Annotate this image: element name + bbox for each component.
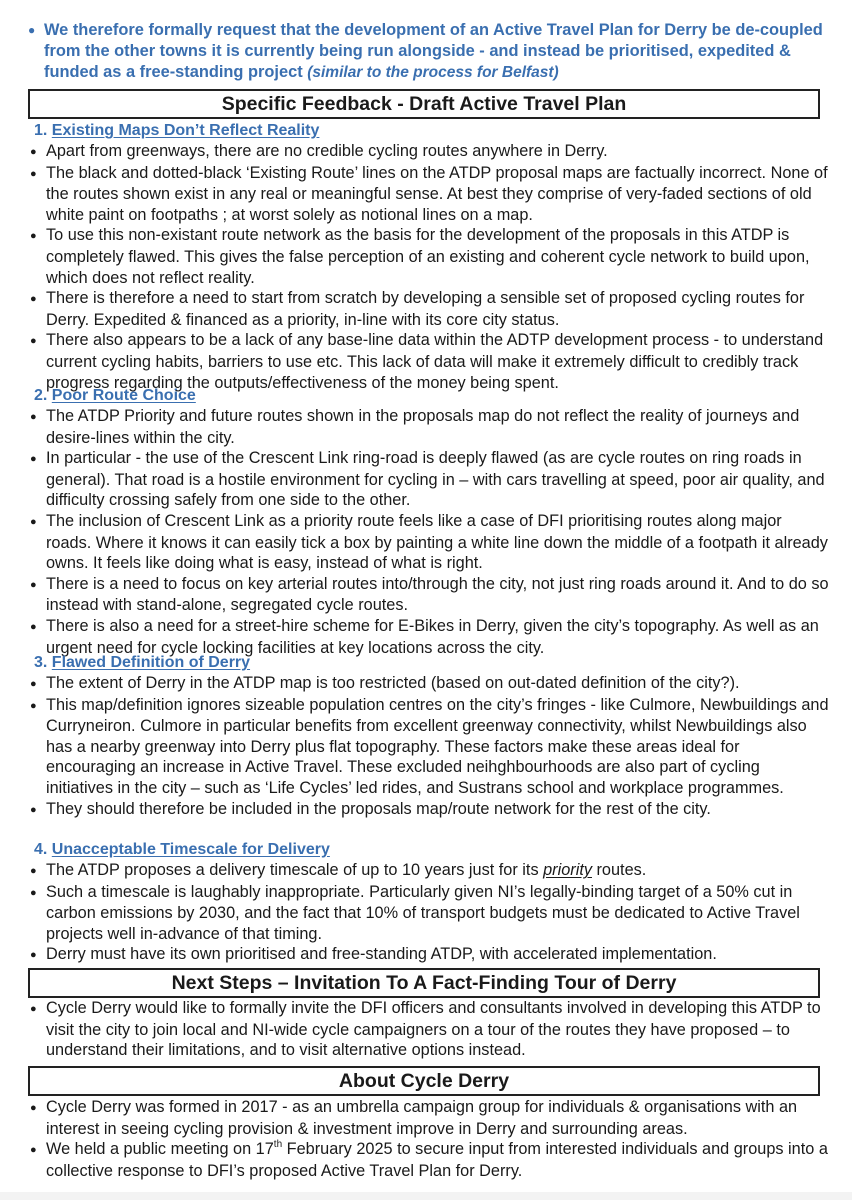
next-steps-header: Next Steps – Invitation To A Fact-Finding Tour of Derry — [28, 968, 820, 998]
about-header: About Cycle Derry — [28, 1066, 820, 1096]
section-1-number: 1. — [34, 122, 48, 139]
section-4-title — [34, 840, 330, 860]
list-item — [30, 1139, 830, 1181]
section-1-list — [30, 141, 830, 393]
section-2-number: 2. — [34, 387, 48, 404]
list-item — [30, 860, 830, 882]
list-item: ● Apart from greenways, there are no credible cycling routes anywhere in Derry. — [30, 141, 830, 163]
intro-italic-note: (similar to the process for Belfast) — [307, 64, 559, 81]
list-item: ● The black and dotted-black ‘Existing Route’ lines on the ATDP proposal maps are factually incorrect. None of the routes shown exist in any real or meaningful sense. At best they comprise of very-faded sections of old white paint on footpaths ; at worst solely as notional lines on a map. — [30, 163, 830, 226]
priority-emphasis: priority — [543, 861, 592, 879]
section-2-list — [30, 406, 830, 658]
intro-request — [28, 20, 828, 83]
list-item: ● There is a need to focus on key arterial routes into/through the city, not just ring roads around it. And to do so instead with stand-alone, segregated cycle routes. — [30, 574, 830, 616]
meeting-text-start: We held a public meeting on 17 — [46, 1140, 274, 1159]
list-item: ● The inclusion of Crescent Link as a priority route feels like a case of DFI prioritising routes along major roads. Where it knows it can easily tick a box by painting a white line down the middle of a footpath it already owns. It feels like doing what is easy, instead of what is right. — [30, 511, 830, 574]
list-item: ● There also appears to be a lack of any base-line data within the ADTP development process - to understand current cycling habits, barriers to use etc. This lack of data will make it extremely difficult to credibly track progress regarding the outputs/effectiveness of the money being spent. — [30, 330, 830, 393]
list-item: ● The extent of Derry in the ATDP map is too restricted (based on out-dated definition of the city?). — [30, 673, 830, 695]
list-item: ● Derry must have its own prioritised and free-standing ATDP, with accelerated implementation. — [30, 944, 830, 966]
list-item: ● There is therefore a need to start from scratch by developing a sensible set of proposed cycling routes for Derry. Expedited & financed as a priority, in-line with its core city status. — [30, 288, 830, 330]
intro-text: We therefore formally request that the development of an Active Travel Plan for Derry be de-coupled from the other towns it is currently being run alongside - and instead be prioritised, expedited & funded as a free-standing project — [44, 21, 823, 81]
list-item: ● They should therefore be included in the proposals map/route network for the rest of the city. — [30, 799, 830, 821]
section-3-number: 3. — [34, 654, 48, 671]
intro-bullet — [28, 20, 828, 83]
timescale-text-end: routes. — [591, 861, 647, 879]
page-bottom-strip — [0, 1192, 852, 1200]
meeting-text-end: February 2025 to secure input from interested individuals and groups into a collective response to DFI’s proposed Active Travel Plan for Derry. — [46, 1140, 828, 1180]
feedback-header: Specific Feedback - Draft Active Travel Plan — [28, 89, 820, 119]
list-item: ● In particular - the use of the Crescent Link ring-road is deeply flawed (as are cycle routes on ring roads in general). That road is a hostile environment for cycling in – with cars travelling at speed, poor air quality, and difficulty crossing safely from one side to the other. — [30, 448, 830, 511]
section-2-title-text: Poor Route Choice — [51, 387, 196, 404]
section-3-title — [34, 653, 250, 673]
next-steps-list — [30, 998, 830, 1061]
section-1-title-text: Existing Maps Don’t Reflect Reality — [51, 122, 320, 139]
list-item: ● There is also a need for a street-hire scheme for E-Bikes in Derry, given the city’s topography. As well as an urgent need for cycle locking facilities at key locations across the city. — [30, 616, 830, 658]
section-4-number: 4. — [34, 841, 48, 858]
ordinal-suffix: th — [273, 1139, 283, 1151]
list-item: ● Cycle Derry was formed in 2017 - as an umbrella campaign group for individuals & organisations with an interest in seeing cycling provision & investment improve in Derry and surrounding areas. — [30, 1097, 830, 1139]
section-3-list — [30, 673, 830, 820]
timescale-text-start: The ATDP proposes a delivery timescale of up to 10 years just for its — [46, 861, 544, 879]
list-item: ● Cycle Derry would like to formally invite the DFI officers and consultants involved in developing this ATDP to visit the city to join local and NI-wide cycle campaigners on a tour of the routes they have proposed – to understand their limitations, and to visit alternative options instead. — [30, 998, 830, 1061]
list-item: ● Such a timescale is laughably inappropriate. Particularly given NI’s legally-binding target of a 50% cut in carbon emissions by 2030, and the fact that 10% of transport budgets must be dedicated to Active Travel projects well in-advance of that timing. — [30, 882, 830, 945]
section-4-title-text: Unacceptable Timescale for Delivery — [51, 841, 330, 858]
list-item: ● This map/definition ignores sizeable population centres on the city’s fringes - like Culmore, Newbuildings and Curryneiron. Culmore in particular benefits from excellent greenway connectivity, whilst Newbuildings also has a nearby greenway into Derry plus flat topography. These factors make these areas ideal for encouraging an increase in Active Travel. These excluded neihghbourhoods are also part of cycling initiatives in the city – such as ‘Life Cycles’ led rides, and Sustrans school and workplace programmes. — [30, 695, 830, 799]
list-item: ● To use this non-existant route network as the basis for the development of the proposals in this ATDP is completely flawed. This gives the false perception of an existing and coherent cycle network to build upon, which does not reflect reality. — [30, 225, 830, 288]
section-1-title — [34, 121, 319, 141]
list-item: ● The ATDP Priority and future routes shown in the proposals map do not reflect the reality of journeys and desire-lines within the city. — [30, 406, 830, 448]
section-4-list — [30, 860, 830, 966]
section-3-title-text: Flawed Definition of Derry — [51, 654, 251, 671]
about-list — [30, 1097, 830, 1181]
section-2-title — [34, 386, 196, 406]
